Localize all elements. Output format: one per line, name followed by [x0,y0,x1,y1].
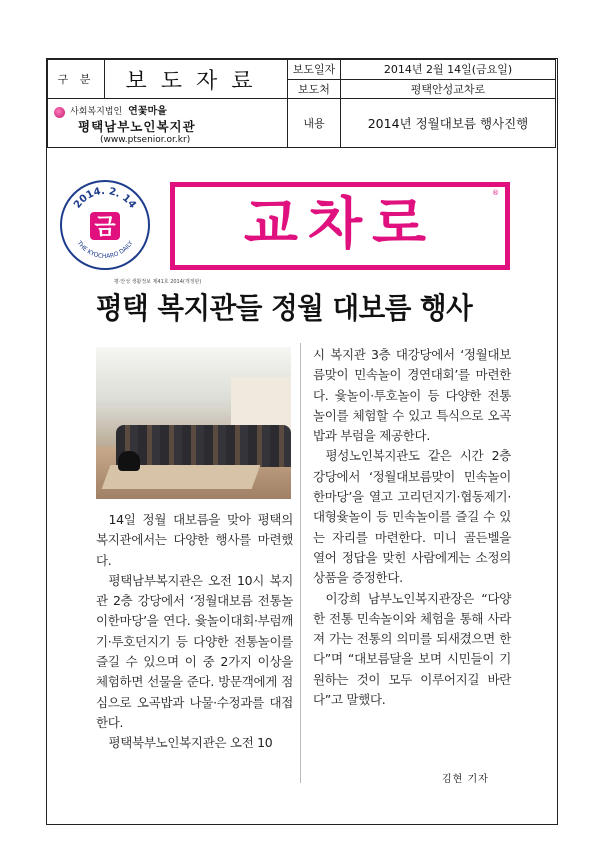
org-foundation-name: 연꽃마을 [128,105,167,117]
seal-date: 2014. 2. 14 [72,185,138,211]
newspaper-masthead [170,182,510,270]
masthead-registered-mark: ® [492,189,499,197]
seal-char: 금 [94,215,116,240]
org-line1 [70,102,287,117]
article-paragraph: 14일 정월 대보름을 맞아 평택의 복지관에서는 다양한 행사를 마련했다. [96,512,293,568]
svg-text:THE KYOCHARO DAILY [75,239,135,260]
source-value: 평택안성교차로 [341,79,556,99]
article-paragraph: 평택남부복지관은 오전 10시 복지관 2층 강당에서 ‘정월대보름 전통놀이한마당’을 연다. 윷놀이대회·부럼깨기·투호던지기 등 다양한 전통놀이를 즐길 수 있으며 이 중 2가지 이상을 체험하면 선물을 준다. 방문객에게 점심으로 오곡밥과 나물·수정과를 대접한다. [96,572,293,730]
newspaper-seal-icon [60,180,150,270]
masthead-title: 교차로 [243,192,437,257]
article-paragraph: 평성노인복지관도 같은 시간 2층 강당에서 ‘정월대보름맞이 민속놀이 한마당’을 열고 고리던지기·협동제기·대형윷놀이 등 민속놀이를 즐길 수 있는 자리를 마련한다. 미니 골든벨을 열어 정답을 맞힌 사람에게는 소정의 상품을 증정한다. [313,448,511,586]
article-right-column [313,345,511,710]
doc-type-title: 보도자료 [105,60,288,99]
column-divider [300,343,301,783]
org-name: 평택남부노인복지관 [78,118,196,134]
article-headline: 평택 복지관들 정월 대보름 행사 [96,291,473,325]
article-paragraph: 시 복지관 3층 대강당에서 ‘정월대보름맞이 민속놀이 경연대회’를 마련한다. 윷놀이·투호놀이 등 다양한 전통놀이를 체험할 수 있고 특식으로 오곡밥과 부럼을 제공한다. [313,347,511,444]
article-photo [96,347,291,499]
seal-paper-name: THE KYOCHARO DAILY [75,239,135,261]
org-url: (www.ptsenior.or.kr) [100,134,191,145]
subject-label: 내용 [288,99,341,148]
article-paragraph: 이강희 남부노인복지관장은 “다양한 전통 민속놀이와 체험을 통해 사라져 가는 전통의 의미를 되새겼으면 한다”며 “대보름달을 보며 시민들이 기원하는 것이 모두 이루어지길 바란다”고 말했다. [313,590,511,708]
date-value: 2014년 2월 14일(금요일) [341,60,556,80]
article-byline: 김현 기자 [442,774,489,785]
source-label: 보도처 [288,79,341,99]
date-label: 보도일자 [288,60,341,80]
masthead-subtitle: 평·안성 생활정보 제41호 2014(개정판) [114,279,202,285]
svg-text:2014. 2. 14 [72,186,138,211]
lotus-logo-icon [54,107,65,118]
category-label: 구 분 [48,60,105,99]
article-left-column [96,510,293,754]
article-paragraph: 평택북부노인복지관은 오전 10 [108,735,273,751]
org-foundation-prefix: 사회복지법인 [70,106,123,117]
subject-value: 2014년 정월대보름 행사진행 [341,99,556,148]
